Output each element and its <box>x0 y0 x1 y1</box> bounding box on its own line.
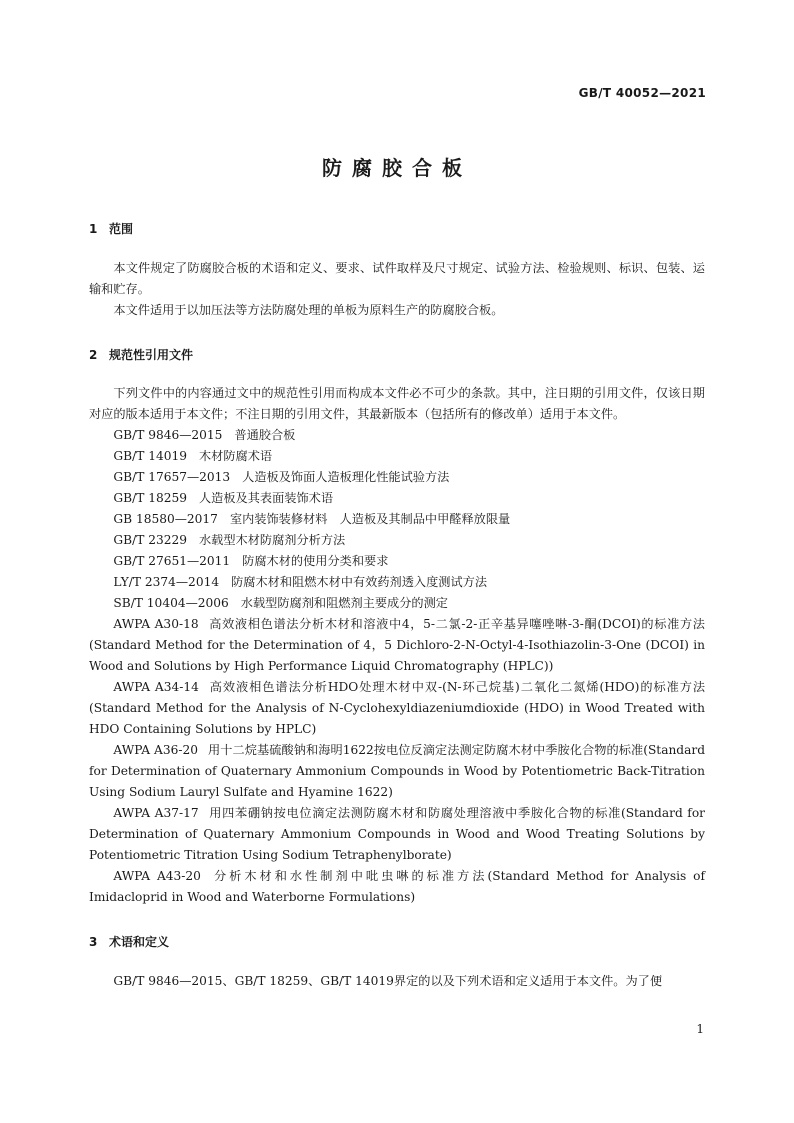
reference-item <box>89 593 705 614</box>
page-number: 1 <box>696 1022 704 1036</box>
reference-item <box>89 572 705 593</box>
reference-item <box>89 740 705 803</box>
normative-refs-intro: 下列文件中的内容通过文中的规范性引用而构成本文件必不可少的条款。其中，注日期的引用文件，仅该日期对应的版本适用于本文件；不注日期的引用文件，其最新版本（包括所有的修改单）适用于本文件。 <box>89 386 705 421</box>
reference-code: GB/T 27651—2011 <box>113 554 231 568</box>
section-title: 规范性引用文件 <box>109 348 194 362</box>
reference-code: LY/T 2374—2014 <box>113 575 220 589</box>
reference-item <box>89 677 705 740</box>
reference-title: 水载型木材防腐剂分析方法 <box>198 533 346 547</box>
standard-number: GB/T 40052—2021 <box>578 86 706 100</box>
document-body <box>89 220 705 992</box>
section-number: 3 <box>89 935 98 949</box>
reference-title: 室内装饰装修材料 人造板及其制品中甲醛释放限量 <box>229 512 511 526</box>
reference-title: 普通胶合板 <box>234 428 296 442</box>
scope-paragraph-2: 本文件适用于以加压法等方法防腐处理的单板为原料生产的防腐胶合板。 <box>113 303 504 317</box>
section-title: 范围 <box>109 222 134 236</box>
reference-item <box>89 530 705 551</box>
scope-paragraph-1: 本文件规定了防腐胶合板的术语和定义、要求、试件取样及尺寸规定、试验方法、检验规则、标识、包装、运输和贮存。 <box>89 261 705 296</box>
reference-title: 人造板及其表面装饰术语 <box>198 491 334 505</box>
reference-title: 高效液相色谱法分析HDO处理木材中双-(N-环己烷基)二氧化二氮烯(HDO)的标准方法(Standard Method for the Analysis of N-Cyclohexyldiazeniumdioxide (HDO) in Wood Treated with HDO Containing Solutions by HPLC) <box>89 680 706 736</box>
section-number: 1 <box>89 222 98 236</box>
section-heading-scope <box>89 220 705 238</box>
reference-title: 分析木材和水性制剂中吡虫啉的标准方法(Standard Method for Analysis of Imidacloprid in Wood and Waterborne Formulations) <box>89 869 706 904</box>
reference-item <box>89 446 705 467</box>
long-reference-list <box>89 614 705 908</box>
reference-title: 防腐木材的使用分类和要求 <box>242 554 389 568</box>
reference-title: 用四苯硼钠按电位滴定法测防腐木材和防腐处理溶液中季胺化合物的标准(Standard for Determination of Quaternary Ammonium Compounds in Wood and Wood Treating Solutions by Potentiometric Titration Using Sodium Tetraphenylborate) <box>89 806 705 862</box>
reference-code: GB/T 17657—2013 <box>113 470 231 484</box>
section-number: 2 <box>89 348 98 362</box>
reference-code: AWPA A43-20 <box>113 869 201 883</box>
section-heading-normative-refs <box>89 346 705 364</box>
section-heading-terms <box>89 933 705 951</box>
reference-title: 木材防腐术语 <box>198 449 273 463</box>
reference-title: 用十二烷基硫酸钠和海明1622按电位反滴定法测定防腐木材中季胺化合物的标准(Standard for Determination of Quaternary Ammonium Compounds in Wood by Potentiometric Back-Titration Using Sodium Lauryl Sulfate and Hyamine 1622) <box>89 743 706 799</box>
reference-code: GB/T 9846—2015 <box>113 428 223 442</box>
reference-code: GB/T 18259 <box>113 491 187 505</box>
reference-code: AWPA A30-18 <box>113 617 199 631</box>
reference-item <box>89 467 705 488</box>
reference-code: AWPA A36-20 <box>113 743 198 757</box>
reference-item <box>89 614 705 677</box>
reference-title: 防腐木材和阻燃木材中有效药剂透入度测试方法 <box>231 575 488 589</box>
reference-item <box>89 509 705 530</box>
document-title: 防腐胶合板 <box>322 156 472 180</box>
reference-code: GB 18580—2017 <box>113 512 218 526</box>
reference-title: 水载型防腐剂和阻燃剂主要成分的测定 <box>240 596 448 610</box>
reference-item <box>89 425 705 446</box>
reference-code: GB/T 14019 <box>113 449 187 463</box>
terms-intro: GB/T 9846—2015、GB/T 18259、GB/T 14019界定的以及下列术语和定义适用于本文件。为了便 <box>113 974 663 988</box>
reference-title: 高效液相色谱法分析木材和溶液中4，5-二氯-2-正辛基异噻唑啉-3-酮(DCOI)的标准方法(Standard Method for the Determination of 4，5 Dichloro-2-N-Octyl-4-Isothiazolin-3-One (DCOI) in Wood and Solutions by High Performance Liquid Chromatography (HPLC)) <box>89 617 705 673</box>
reference-code: SB/T 10404—2006 <box>113 596 229 610</box>
reference-item <box>89 551 705 572</box>
reference-code: GB/T 23229 <box>113 533 187 547</box>
reference-code: AWPA A37-17 <box>113 806 199 820</box>
reference-item <box>89 803 705 866</box>
reference-item <box>89 488 705 509</box>
reference-code: AWPA A34-14 <box>113 680 199 694</box>
short-reference-list <box>89 425 705 614</box>
reference-item <box>89 866 705 908</box>
section-title: 术语和定义 <box>109 935 170 949</box>
reference-title: 人造板及饰面人造板理化性能试验方法 <box>242 470 450 484</box>
